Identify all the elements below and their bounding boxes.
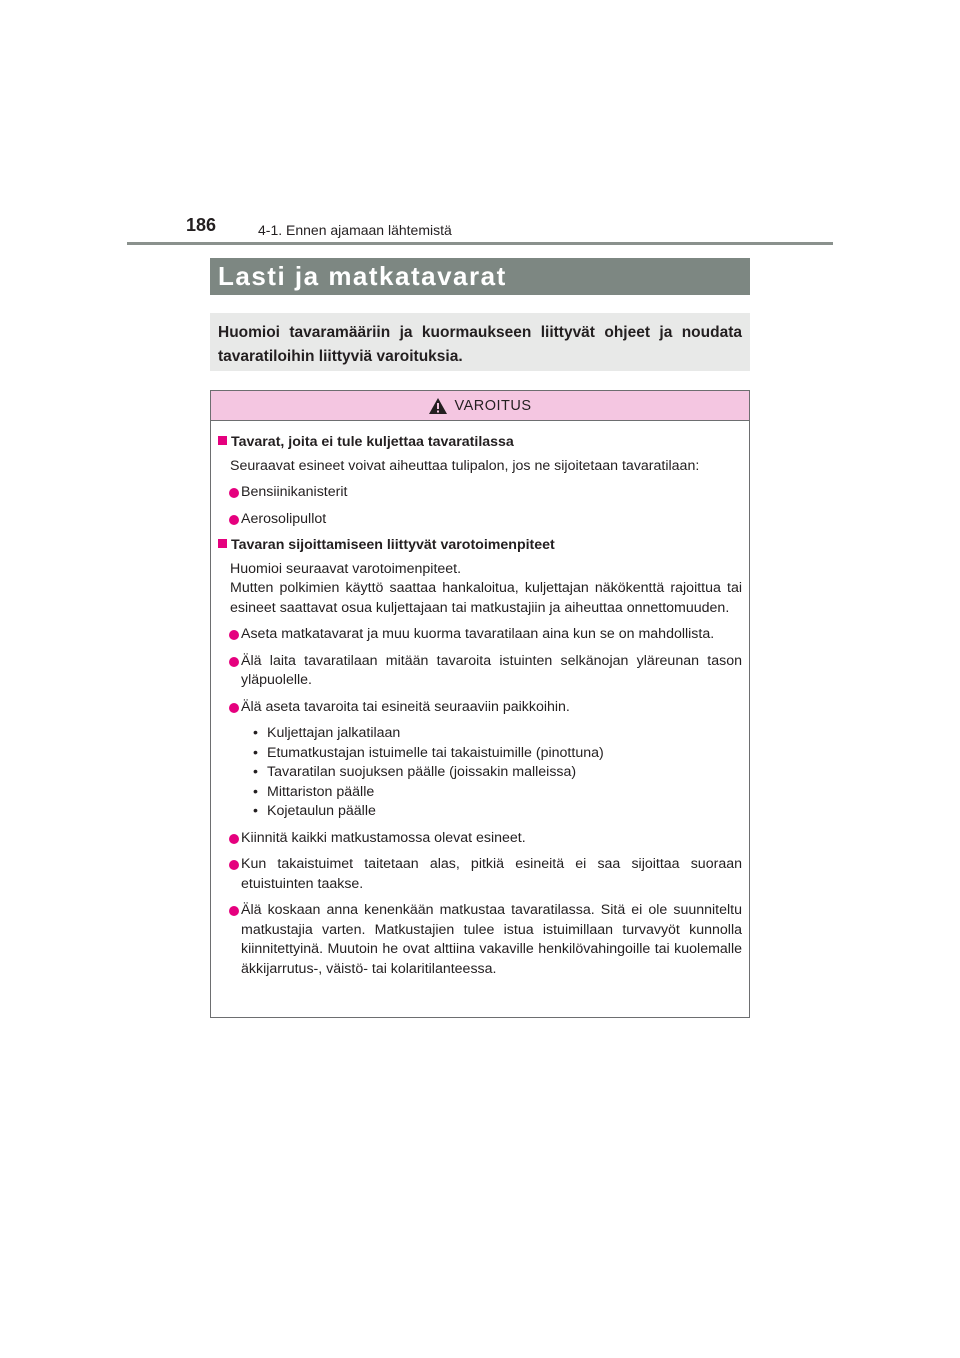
sub-list-item: • Kojetaulun päälle <box>253 803 376 819</box>
list-item: Aerosolipullot <box>228 510 742 530</box>
round-bullet-icon <box>228 901 241 911</box>
round-bullet-icon <box>228 829 241 839</box>
sub-list-item: • Mittariston päälle <box>253 783 375 800</box>
list-item: Älä koskaan anna kenenkään matkustaa tavaratilassa. Sitä ei ole suunniteltu matkustajia varten. Matkustajien tulee istua istuimillaan turvavyöt kunnolla kiinnitettyinä. Muutoin he ovat alttiina vakaville henkilövahingoille tai kuolemalle äkkijarrutus-, väistö- tai kolaritilanteessa. <box>228 901 742 979</box>
square-bullet-icon <box>218 539 227 548</box>
list-item: Älä laita tavaratilaan mitään tavaroita istuinten selkänojan yläreunan tason yläpuolelle. <box>228 652 742 691</box>
list-item: Älä aseta tavaroita tai esineitä seuraaviin paikkoihin. <box>228 698 742 718</box>
round-bullet-icon <box>228 855 241 865</box>
square-bullet-icon <box>218 436 227 445</box>
warning-text-2: Huomioi seuraavat varotoimenpiteet. Mutten polkimien käyttö saattaa hankaloitua, kuljettajan näkökenttä rajoittua tai esineet saattavat osua kuljettajaan tai matkustajiin ja aiheuttaa onnettomuuden. <box>230 560 742 616</box>
warning-header <box>211 391 749 421</box>
sub-list-item: • Tavaratilan suojuksen päälle (joissakin malleissa) <box>253 764 577 780</box>
list-item: Bensiinikanisterit <box>228 483 742 503</box>
intro-text: Huomioi tavaramääriin ja kuormaukseen liittyvät ohjeet ja noudata tavaratiloihin liittyviä varoituksia. <box>218 324 742 365</box>
warning-label: VAROITUS <box>454 397 532 414</box>
list-item: Kiinnitä kaikki matkustamossa olevat esineet. <box>228 829 742 849</box>
warning-triangle-icon <box>428 397 448 415</box>
warning-body <box>211 421 749 979</box>
warning-heading-2: Tavaran sijoittamiseen liittyvät varotoimenpiteet <box>218 536 742 556</box>
sub-list-item: • Kuljettajan jalkatilaan <box>253 725 401 741</box>
round-bullet-icon <box>228 652 241 662</box>
chapter-title: 4-1. Ennen ajamaan lähtemistä <box>258 222 452 238</box>
intro-box <box>210 313 750 371</box>
warning-box <box>210 390 750 1018</box>
sub-list <box>253 724 742 822</box>
warning-text-1: Seuraavat esineet voivat aiheuttaa tulipalon, jos ne sijoitetaan tavaratilaan: <box>230 457 700 474</box>
list-item: Kun takaistuimet taitetaan alas, pitkiä esineitä ei saa sijoittaa suoraan etuistuinten taakse. <box>228 855 742 894</box>
warning-heading-1: Tavarat, joita ei tule kuljettaa tavaratilassa <box>218 433 742 453</box>
sub-list-item: • Etumatkustajan istuimelle tai takaistuimille (pinottuna) <box>253 744 604 761</box>
page-number: 186 <box>186 215 217 235</box>
round-bullet-icon <box>228 698 241 708</box>
round-bullet-icon <box>228 510 241 520</box>
round-bullet-icon <box>228 625 241 635</box>
section-title: Lasti ja matkatavarat <box>210 258 750 295</box>
list-item: Aseta matkatavarat ja muu kuorma tavaratilaan aina kun se on mahdollista. <box>228 625 742 645</box>
header-divider <box>127 242 833 245</box>
round-bullet-icon <box>228 483 241 493</box>
